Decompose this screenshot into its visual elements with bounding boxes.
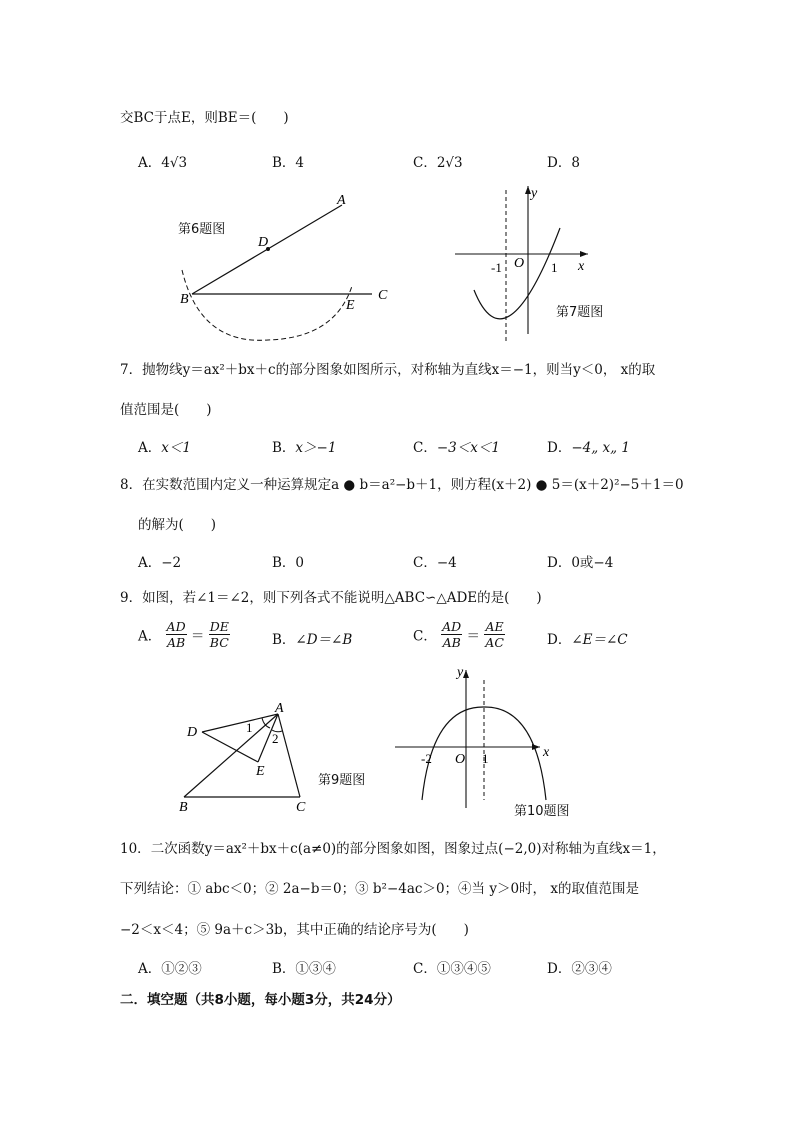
q9-option-d: D．∠E＝∠C [547, 632, 628, 648]
label-angle-2: 2 [272, 731, 279, 746]
q7-stem-line1: 7．抛物线y＝ax²＋bx＋c的部分图象如图所示，对称轴为直线x＝−1，则当y＜0， x的取 [120, 362, 656, 378]
fraction: $\frac{DE}{BC}$ [209, 619, 229, 650]
fraction: $\frac{AD}{AB}$ [442, 619, 462, 650]
label-b: B [179, 800, 188, 815]
y-axis-arrow [463, 670, 469, 678]
fraction: $\frac{AD}{AB}$ [166, 619, 186, 650]
q9-figure-caption: 第9题图 [318, 773, 366, 788]
q10-option-d: D．②③④ [547, 961, 612, 977]
q8-option-b: B．0 [272, 555, 305, 571]
label-d: D [258, 235, 269, 250]
q6-figure-caption: 第6题图 [178, 222, 226, 237]
q10-figure-caption: 第10题图 [514, 804, 570, 819]
q9-stem: 9．如图，若∠1＝∠2，则下列各式不能说明△ABC∽△ADE的是( ) [120, 590, 542, 606]
q7-option-a: A．x＜1 [138, 440, 191, 456]
label-e: E [256, 764, 265, 779]
q9-option-a: A． $\frac{AD}{AB}$ ＝ $\frac{DE}{BC}$ [138, 619, 229, 650]
q7-option-c: C．−3＜x＜1 [413, 440, 500, 456]
q9-option-b: B．∠D＝∠B [272, 632, 353, 648]
q10-option-b: B．①③④ [272, 961, 336, 977]
q10-stem-line3: −2＜x＜4；⑤ 9a＋c＞3b，其中正确的结论序号为( ) [120, 922, 469, 938]
fraction: $\frac{AE}{AC}$ [485, 619, 504, 650]
tick-neg-two: -2 [421, 751, 432, 766]
label-angle-1: 1 [246, 720, 253, 735]
q8-option-a: A．−2 [138, 555, 182, 571]
label-b: B [180, 292, 189, 307]
q10-option-c: C．①③④⑤ [413, 961, 491, 977]
q6-option-d: D．8 [547, 155, 580, 171]
label-a: A [275, 701, 284, 716]
q9-option-c: C． $\frac{AD}{AB}$ ＝ $\frac{AE}{AC}$ [413, 619, 504, 650]
section-heading: 二．填空题（共8小题，每小题3分，共24分） [120, 992, 401, 1008]
tick-one: 1 [551, 260, 558, 275]
q10-option-a: A．①②③ [138, 961, 202, 977]
y-label: y [457, 665, 464, 680]
q6-option-a: A．4√3 [138, 155, 188, 171]
label-e: E [346, 298, 355, 313]
label-d: D [187, 725, 198, 740]
q8-stem-line2: 的解为( ) [138, 517, 217, 533]
label-c: C [378, 288, 388, 303]
q6-stem-tail: 交BC于点E，则BE＝( ) [120, 110, 289, 126]
tick-neg-one: -1 [491, 260, 502, 275]
origin-label: O [514, 256, 525, 271]
y-label: y [531, 186, 538, 201]
q6-option-b: B．4 [272, 155, 305, 171]
q7-option-d: D．−4„ x„ 1 [547, 440, 631, 456]
q7-option-b: B．x＞−1 [272, 440, 337, 456]
origin-label: O [455, 752, 466, 767]
x-label: x [578, 259, 585, 274]
q8-option-d: D．0或−4 [547, 555, 614, 571]
label-c: C [296, 800, 306, 815]
q7-figure-caption: 第7题图 [556, 305, 604, 320]
label-a: A [337, 193, 346, 208]
tick-one: 1 [482, 751, 489, 766]
q8-stem-line1: 8．在实数范围内定义一种运算规定a ● b＝a²−b＋1，则方程(x＋2) ● 5＝(x＋2)²−5＋1＝0 [120, 477, 684, 493]
q10-stem-line2: 下列结论：① abc＜0；② 2a−b＝0；③ b²−4ac＞0；④当 y＞0时， x的取值范围是 [120, 881, 639, 897]
q8-option-c: C．−4 [413, 555, 457, 571]
q6-option-c: C．2√3 [413, 155, 463, 171]
x-label: x [543, 745, 550, 760]
q10-stem-line1: 10．二次函数y＝ax²＋bx＋c(a≠0)的部分图象如图，图象过点(−2,0)对称轴为直线x＝1， [120, 841, 666, 857]
q7-stem-line2: 值范围是( ) [120, 402, 212, 418]
